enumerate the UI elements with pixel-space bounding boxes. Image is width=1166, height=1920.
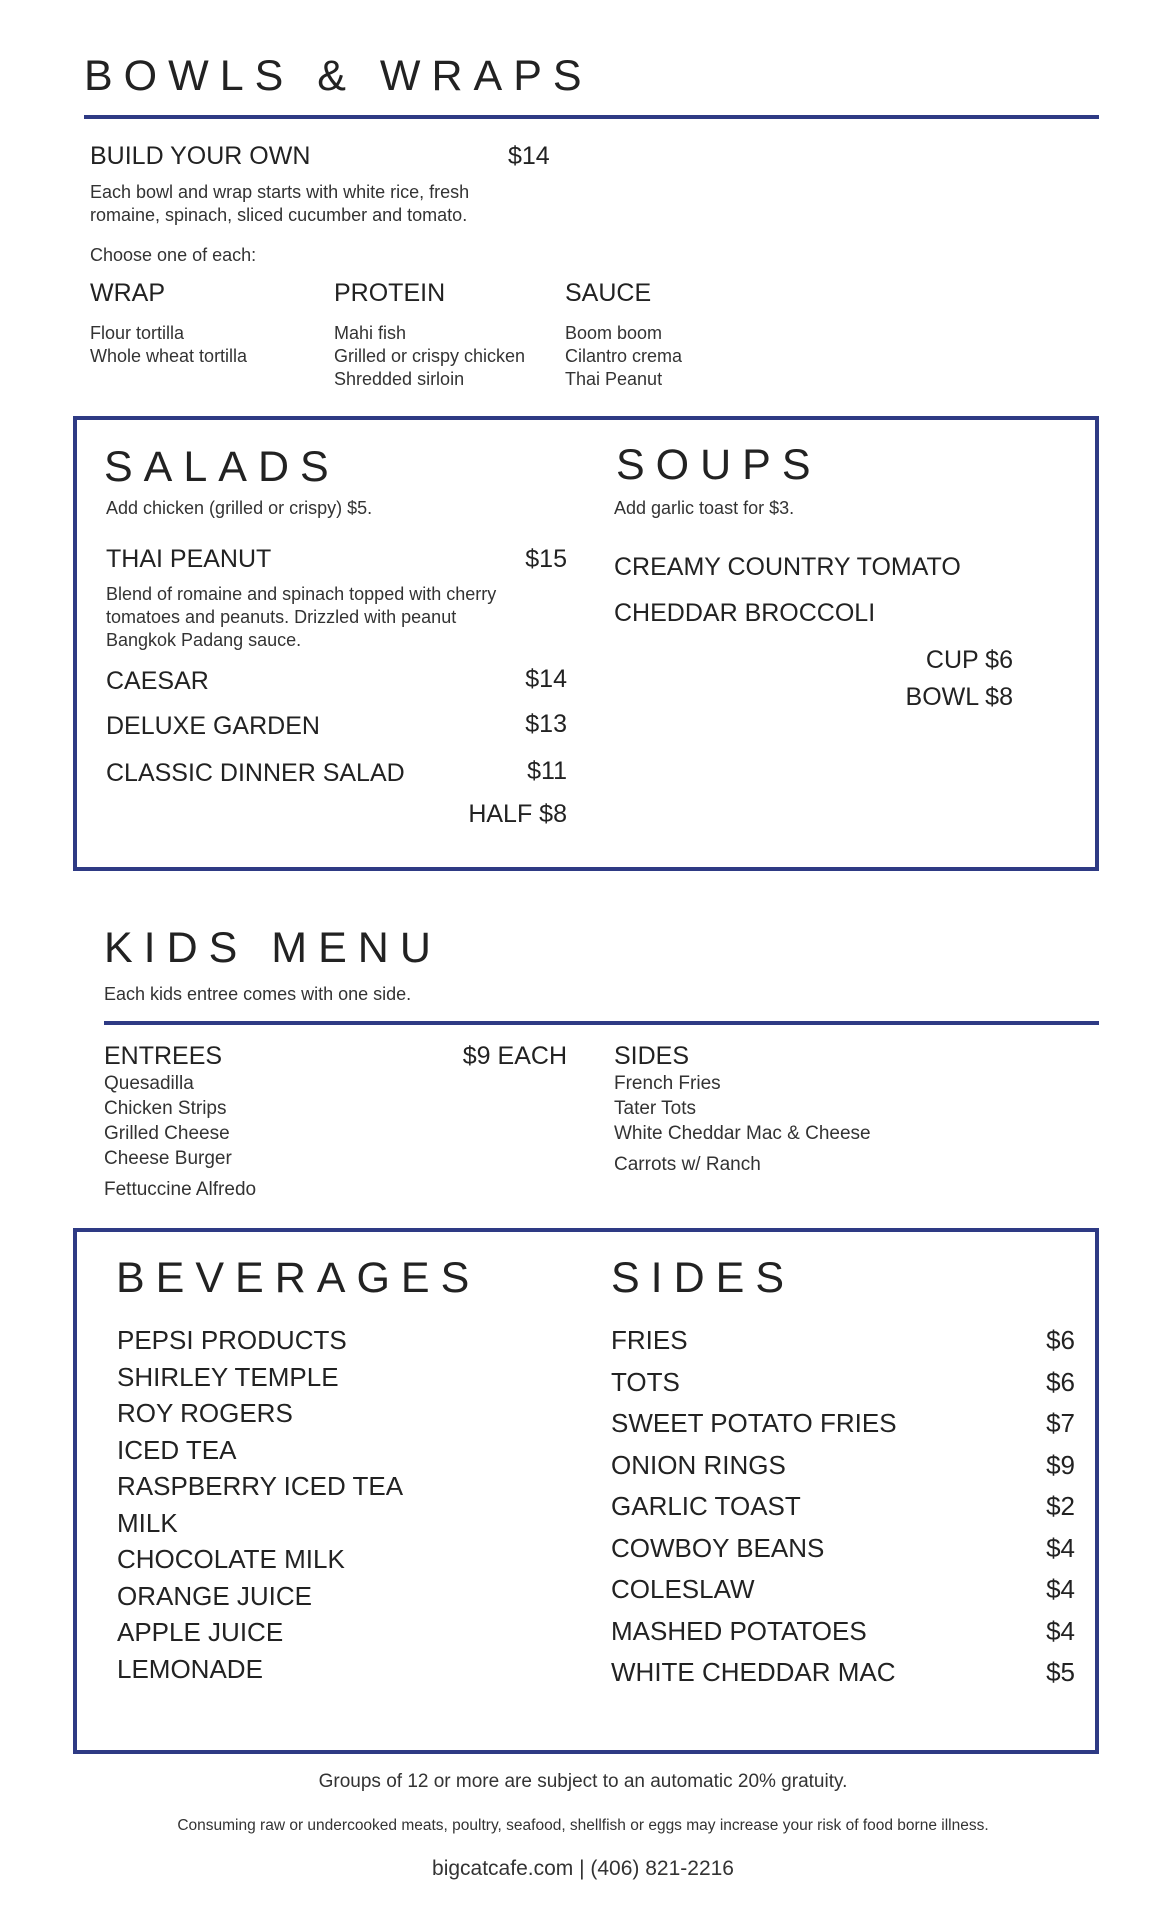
side-price: $6 bbox=[1046, 1366, 1075, 1397]
kids-title: KIDS MENU bbox=[104, 924, 442, 972]
kids-entrees-heading: ENTREES bbox=[104, 1042, 223, 1070]
side-name: FRIES bbox=[611, 1325, 688, 1355]
bowls-title: BOWLS & WRAPS bbox=[84, 52, 593, 100]
beverage-item: ROY ROGERS bbox=[117, 1398, 293, 1428]
sides-title: SIDES bbox=[611, 1254, 796, 1302]
side-name: MASHED POTATOES bbox=[611, 1615, 867, 1646]
sauce-option: Boom boom bbox=[565, 323, 663, 343]
beverage-item: LEMONADE bbox=[117, 1653, 263, 1684]
salad-item-price: $11 bbox=[527, 757, 567, 785]
sauce-option: Cilantro crema bbox=[565, 346, 683, 366]
sides-list bbox=[611, 1320, 1075, 1694]
side-row bbox=[611, 1445, 1075, 1487]
side-row bbox=[611, 1320, 1075, 1362]
sauce-heading: SAUCE bbox=[565, 279, 652, 307]
beverage-item: ORANGE JUICE bbox=[117, 1580, 313, 1611]
beverage-item: CHOCOLATE MILK bbox=[117, 1544, 345, 1574]
salad-item-name: CAESAR bbox=[106, 667, 209, 695]
kids-entree: Fettuccine Alfredo bbox=[104, 1179, 257, 1200]
side-row bbox=[611, 1403, 1075, 1445]
kids-entrees-list bbox=[104, 1071, 256, 1202]
salads-title: SALADS bbox=[104, 443, 340, 491]
kids-side: White Cheddar Mac & Cheese bbox=[614, 1123, 871, 1144]
side-row bbox=[611, 1569, 1075, 1611]
soup-cup-price: CUP $6 bbox=[925, 646, 1013, 674]
salad-item-description: Blend of romaine and spinach topped with cherry tomatoes and peanuts. Drizzled with peanut Bangkok Padang sauce. bbox=[106, 584, 497, 650]
protein-option: Grilled or crispy chicken bbox=[334, 346, 526, 366]
beverage-item: RASPBERRY ICED TEA bbox=[117, 1471, 404, 1501]
salads-note: Add chicken (grilled or crispy) $5. bbox=[106, 498, 373, 518]
kids-entree: Chicken Strips bbox=[104, 1098, 227, 1119]
side-name: GARLIC TOAST bbox=[611, 1491, 801, 1521]
kids-divider bbox=[104, 1021, 1099, 1025]
kids-side: Tater Tots bbox=[614, 1098, 697, 1119]
side-name: ONION RINGS bbox=[611, 1449, 786, 1480]
soup-item: CREAMY COUNTRY TOMATO bbox=[614, 553, 961, 581]
protein-options bbox=[334, 322, 525, 391]
sauce-column bbox=[565, 279, 682, 391]
soups-title: SOUPS bbox=[616, 441, 822, 489]
bowls-divider bbox=[84, 115, 1099, 119]
side-row bbox=[611, 1652, 1075, 1694]
side-name: COLESLAW bbox=[611, 1574, 755, 1604]
side-price: $4 bbox=[1046, 1532, 1075, 1563]
soups-note: Add garlic toast for $3. bbox=[614, 498, 795, 518]
sauce-option: Thai Peanut bbox=[565, 369, 663, 389]
salad-item-price: $13 bbox=[525, 710, 567, 738]
kids-entree: Grilled Cheese bbox=[104, 1123, 230, 1144]
side-row bbox=[611, 1528, 1075, 1570]
beverage-item: SHIRLEY TEMPLE bbox=[117, 1361, 339, 1392]
side-price: $2 bbox=[1046, 1491, 1075, 1521]
food-warning: Consuming raw or undercooked meats, poultry, seafood, shellfish or eggs may increase your risk of food borne illness. bbox=[177, 1817, 989, 1834]
protein-heading: PROTEIN bbox=[334, 279, 446, 307]
soup-bowl-price: BOWL $8 bbox=[905, 683, 1013, 711]
side-name: SWEET POTATO FRIES bbox=[611, 1408, 897, 1438]
side-name: WHITE CHEDDAR MAC bbox=[611, 1657, 896, 1687]
side-price: $6 bbox=[1046, 1325, 1075, 1355]
bowls-choose-text: Choose one of each: bbox=[90, 245, 257, 265]
kids-note: Each kids entree comes with one side. bbox=[104, 984, 412, 1004]
side-name: TOTS bbox=[611, 1366, 680, 1397]
wrap-heading: WRAP bbox=[90, 279, 165, 307]
side-price: $4 bbox=[1046, 1615, 1075, 1646]
side-price: $7 bbox=[1046, 1408, 1075, 1438]
side-price: $9 bbox=[1046, 1449, 1075, 1480]
side-row bbox=[611, 1611, 1075, 1653]
side-name: COWBOY BEANS bbox=[611, 1532, 825, 1563]
beverage-item: MILK bbox=[117, 1507, 178, 1538]
contact-info: bigcatcafe.com | (406) 821-2216 bbox=[432, 1857, 734, 1880]
bowls-item-name: BUILD YOUR OWN bbox=[90, 142, 311, 170]
bowls-description: Each bowl and wrap starts with white rice, fresh romaine, spinach, sliced cucumber and tomato. bbox=[90, 182, 470, 225]
kids-entree: Cheese Burger bbox=[104, 1148, 232, 1169]
salad-item-name: CLASSIC DINNER SALAD bbox=[106, 759, 405, 787]
wrap-column bbox=[90, 279, 247, 368]
side-row bbox=[611, 1362, 1075, 1404]
kids-entrees-price: $9 EACH bbox=[462, 1042, 567, 1070]
bowls-item-price: $14 bbox=[508, 142, 550, 170]
salad-item-price: $14 bbox=[525, 665, 567, 693]
protein-column bbox=[334, 279, 525, 391]
kids-sides-list bbox=[614, 1071, 871, 1177]
protein-option: Mahi fish bbox=[334, 323, 407, 343]
beverage-item: ICED TEA bbox=[117, 1434, 237, 1465]
gratuity-note: Groups of 12 or more are subject to an automatic 20% gratuity. bbox=[318, 1771, 848, 1792]
wrap-option: Whole wheat tortilla bbox=[90, 346, 248, 366]
kids-sides-heading: SIDES bbox=[614, 1042, 690, 1070]
side-price: $5 bbox=[1046, 1657, 1075, 1687]
wrap-option: Flour tortilla bbox=[90, 323, 185, 343]
salad-item-name: DELUXE GARDEN bbox=[106, 712, 320, 740]
beverage-item: PEPSI PRODUCTS bbox=[117, 1325, 347, 1355]
side-price: $4 bbox=[1046, 1574, 1075, 1604]
protein-option: Shredded sirloin bbox=[334, 369, 465, 389]
salad-half-price: HALF $8 bbox=[468, 800, 567, 828]
beverages-list bbox=[117, 1322, 403, 1687]
sauce-options bbox=[565, 322, 682, 391]
salad-item-name: THAI PEANUT bbox=[106, 545, 272, 573]
wrap-options bbox=[90, 322, 247, 368]
salad-item-price: $15 bbox=[525, 545, 567, 573]
soup-item: CHEDDAR BROCCOLI bbox=[614, 599, 876, 627]
beverage-item: APPLE JUICE bbox=[117, 1617, 284, 1647]
kids-side: French Fries bbox=[614, 1073, 721, 1094]
beverages-title: BEVERAGES bbox=[116, 1254, 481, 1302]
side-row bbox=[611, 1486, 1075, 1528]
kids-side: Carrots w/ Ranch bbox=[614, 1154, 761, 1175]
kids-entree: Quesadilla bbox=[104, 1073, 194, 1094]
